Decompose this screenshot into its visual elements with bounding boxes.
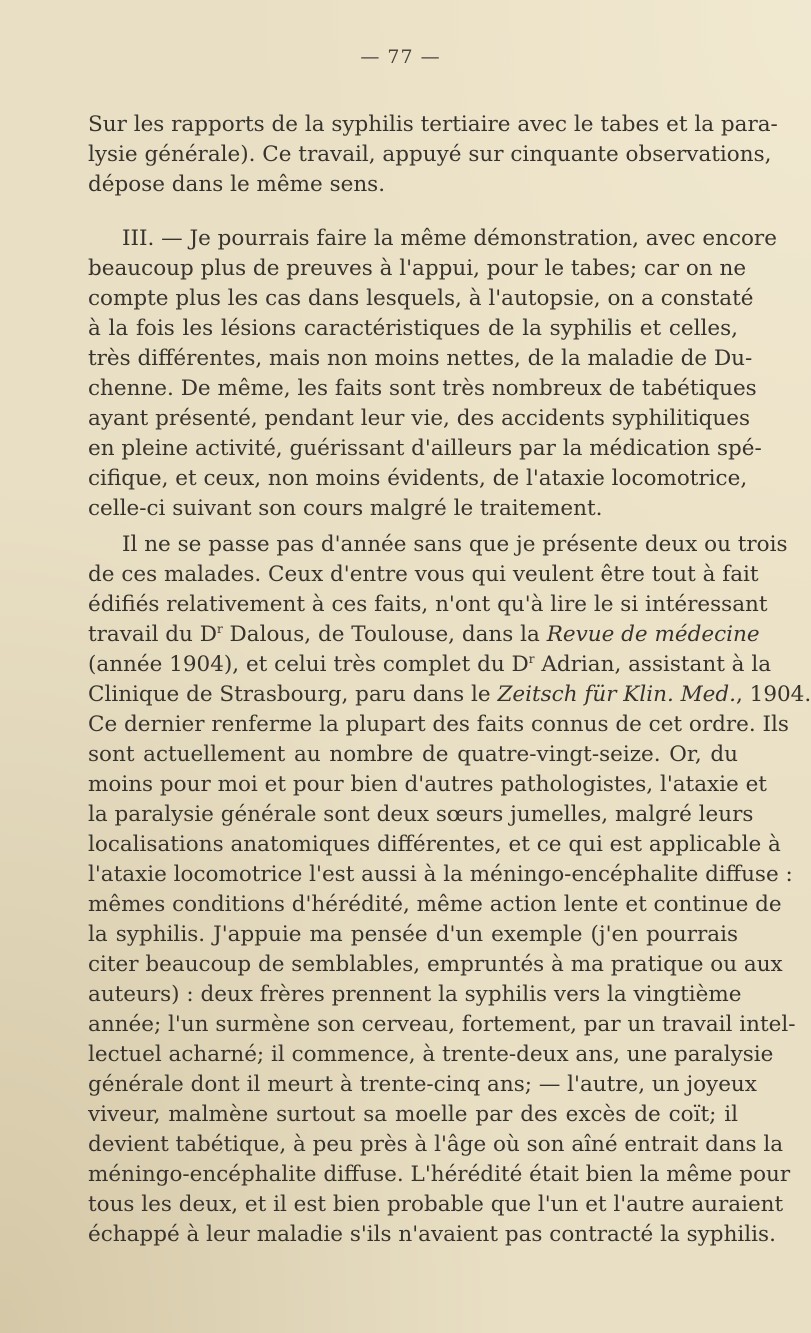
- text-line: Ce dernier renferme la plupart des faits connus de cet ordre. Ils: [88, 712, 789, 737]
- text-line: à la fois les lésions caractéristiques de la syphilis et celles,: [88, 316, 738, 341]
- text-line: édifiés relativement à ces faits, n'ont qu'à lire le si intéressant: [88, 592, 768, 617]
- text-line: très différentes, mais non moins nettes, de la maladie de Du-: [88, 346, 753, 371]
- text-span: (année 1904), et celui très complet du D: [88, 652, 529, 677]
- text-line: [88, 620, 760, 650]
- text-line: en pleine activité, guérissant d'ailleurs par la médication spé-: [88, 436, 762, 461]
- text-span: , 1904.: [735, 682, 811, 707]
- text-line: sont actuellement au nombre de quatre-vingt-seize. Or, du: [88, 742, 738, 767]
- text-line: beaucoup plus de preuves à l'appui, pour le tabes; car on ne: [88, 256, 747, 281]
- page-number: — 77 —: [360, 46, 441, 68]
- text-line: moins pour moi et pour bien d'autres pathologistes, l'ataxie et: [88, 772, 767, 797]
- superscript: r: [528, 651, 535, 666]
- text-line: devient tabétique, à peu près à l'âge où son aîné entrait dans la: [88, 1132, 784, 1157]
- journal-title: Revue de médecine: [546, 622, 760, 647]
- text-line: localisations anatomiques différentes, et ce qui est applicable à: [88, 832, 781, 857]
- text-line: lysie générale). Ce travail, appuyé sur cinquante observations,: [88, 142, 772, 167]
- text-line: la syphilis. J'appuie ma pensée d'un exemple (j'en pourrais: [88, 922, 738, 947]
- text-line: ayant présenté, pendant leur vie, des accidents syphilitiques: [88, 406, 750, 431]
- text-line: Il ne se passe pas d'année sans que je présente deux ou trois: [122, 532, 788, 557]
- text-line: année; l'un surmène son cerveau, fortement, par un travail intel-: [88, 1012, 796, 1037]
- text-line: [88, 650, 772, 680]
- text-line: de ces malades. Ceux d'entre vous qui veulent être tout à fait: [88, 562, 759, 587]
- text-line: mêmes conditions d'hérédité, même action lente et continue de: [88, 892, 782, 917]
- text-line: cifique, et ceux, non moins évidents, de l'ataxie locomotrice,: [88, 466, 748, 491]
- text-line: méningo-encéphalite diffuse. L'hérédité était bien la même pour: [88, 1162, 791, 1187]
- text-line: échappé à leur maladie s'ils n'avaient pas contracté la syphilis.: [88, 1222, 776, 1247]
- text-line: la paralysie générale sont deux sœurs jumelles, malgré leurs: [88, 802, 754, 827]
- text-line: lectuel acharné; il commence, à trente-deux ans, une paralysie: [88, 1042, 774, 1067]
- text-line: viveur, malmène surtout sa moelle par des excès de coït; il: [88, 1102, 738, 1127]
- text-line: compte plus les cas dans lesquels, à l'autopsie, on a constaté: [88, 286, 754, 311]
- text-span: Clinique de Strasbourg, paru dans le: [88, 682, 498, 707]
- text-span: Adrian, assistant à la: [534, 652, 772, 677]
- text-line: chenne. De même, les faits sont très nombreux de tabétiques: [88, 376, 757, 401]
- text-span: Dalous, de Toulouse, dans la: [222, 622, 547, 647]
- text-line: dépose dans le même sens.: [88, 172, 386, 197]
- text-line: Sur les rapports de la syphilis tertiaire avec le tabes et la para-: [88, 112, 778, 137]
- section-heading-line: III. — Je pourrais faire la même démonstration, avec encore: [122, 226, 777, 251]
- journal-title: Zeitsch für Klin. Med.: [497, 682, 736, 707]
- superscript: r: [216, 621, 223, 636]
- text-line: générale dont il meurt à trente-cinq ans; — l'autre, un joyeux: [88, 1072, 757, 1097]
- text-line: auteurs) : deux frères prennent la syphilis vers la vingtième: [88, 982, 742, 1007]
- text-line: [88, 680, 811, 710]
- text-line: citer beaucoup de semblables, empruntés à ma pratique ou aux: [88, 952, 783, 977]
- text-line: celle-ci suivant son cours malgré le traitement.: [88, 496, 603, 521]
- text-span: travail du D: [88, 622, 217, 647]
- text-line: l'ataxie locomotrice l'est aussi à la méningo-encéphalite diffuse :: [88, 862, 793, 887]
- text-line: tous les deux, et il est bien probable que l'un et l'autre auraient: [88, 1192, 784, 1217]
